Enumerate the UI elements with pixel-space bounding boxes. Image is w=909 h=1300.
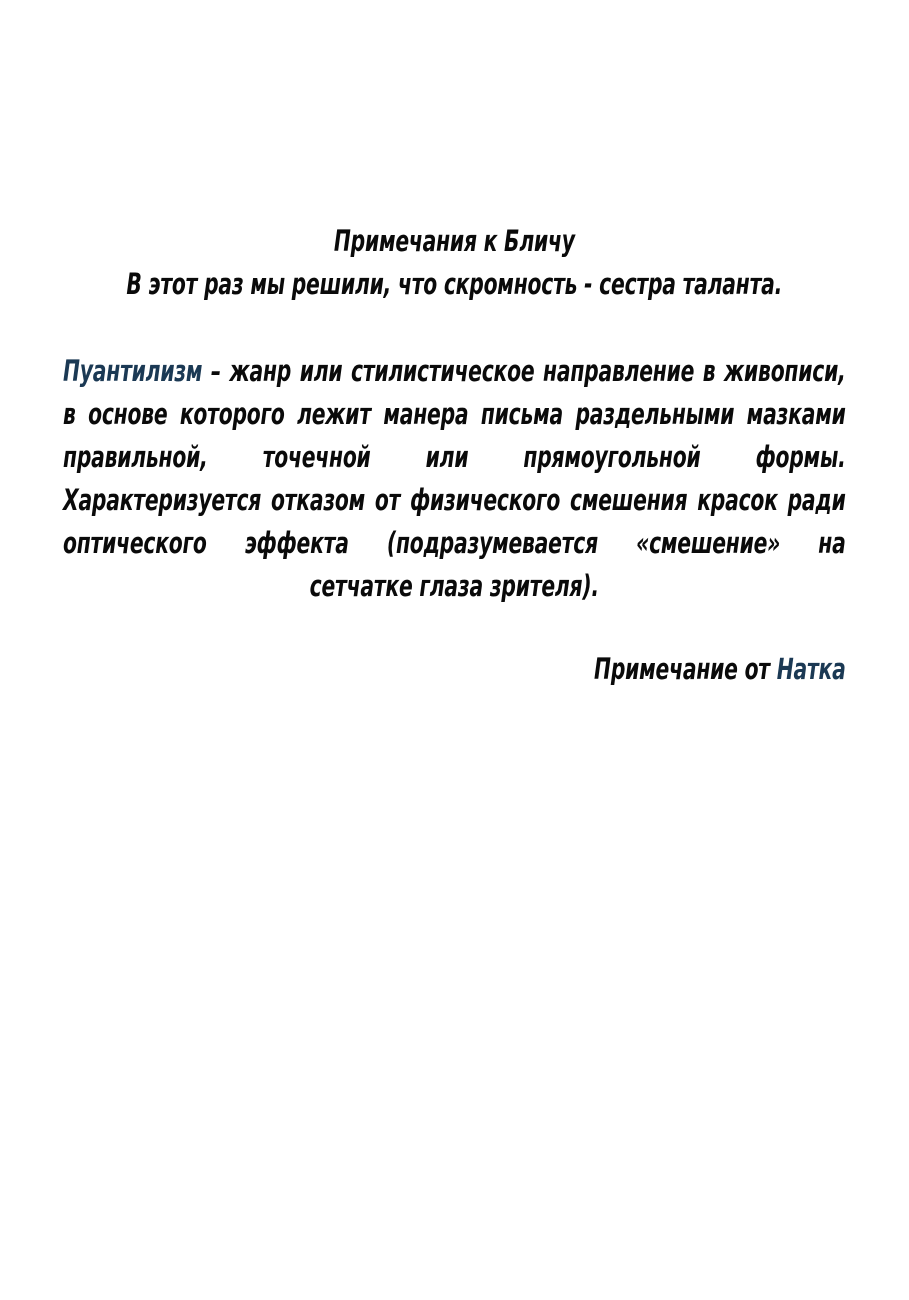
definition-line-3: правильной, точечной или прямоугольной формы. xyxy=(63,440,846,474)
attribution-prefix: Примечание от xyxy=(594,652,770,686)
definition-line-5: оптического эффекта (подразумевается «смешение» на xyxy=(63,526,846,560)
definition-paragraph xyxy=(63,350,846,608)
attribution-author: Натка xyxy=(776,652,846,686)
page-subtitle: В этот раз мы решили, что скромность - сестра таланта. xyxy=(126,267,783,301)
definition-line-1-text: – жанр или стилистическое направление в живописи, xyxy=(210,354,846,388)
definition-term: Пуантилизм xyxy=(63,354,203,388)
definition-line-1 xyxy=(63,350,846,393)
definition-line-2: в основе которого лежит манера письма раздельными мазками xyxy=(63,397,846,431)
definition-line-4: Характеризуется отказом от физического смешения красок ради xyxy=(63,483,846,517)
notes-content xyxy=(63,220,846,691)
page-title: Примечания к Бличу xyxy=(333,224,575,258)
definition-line-6: сетчатке глаза зрителя). xyxy=(309,569,599,603)
attribution xyxy=(63,648,846,691)
